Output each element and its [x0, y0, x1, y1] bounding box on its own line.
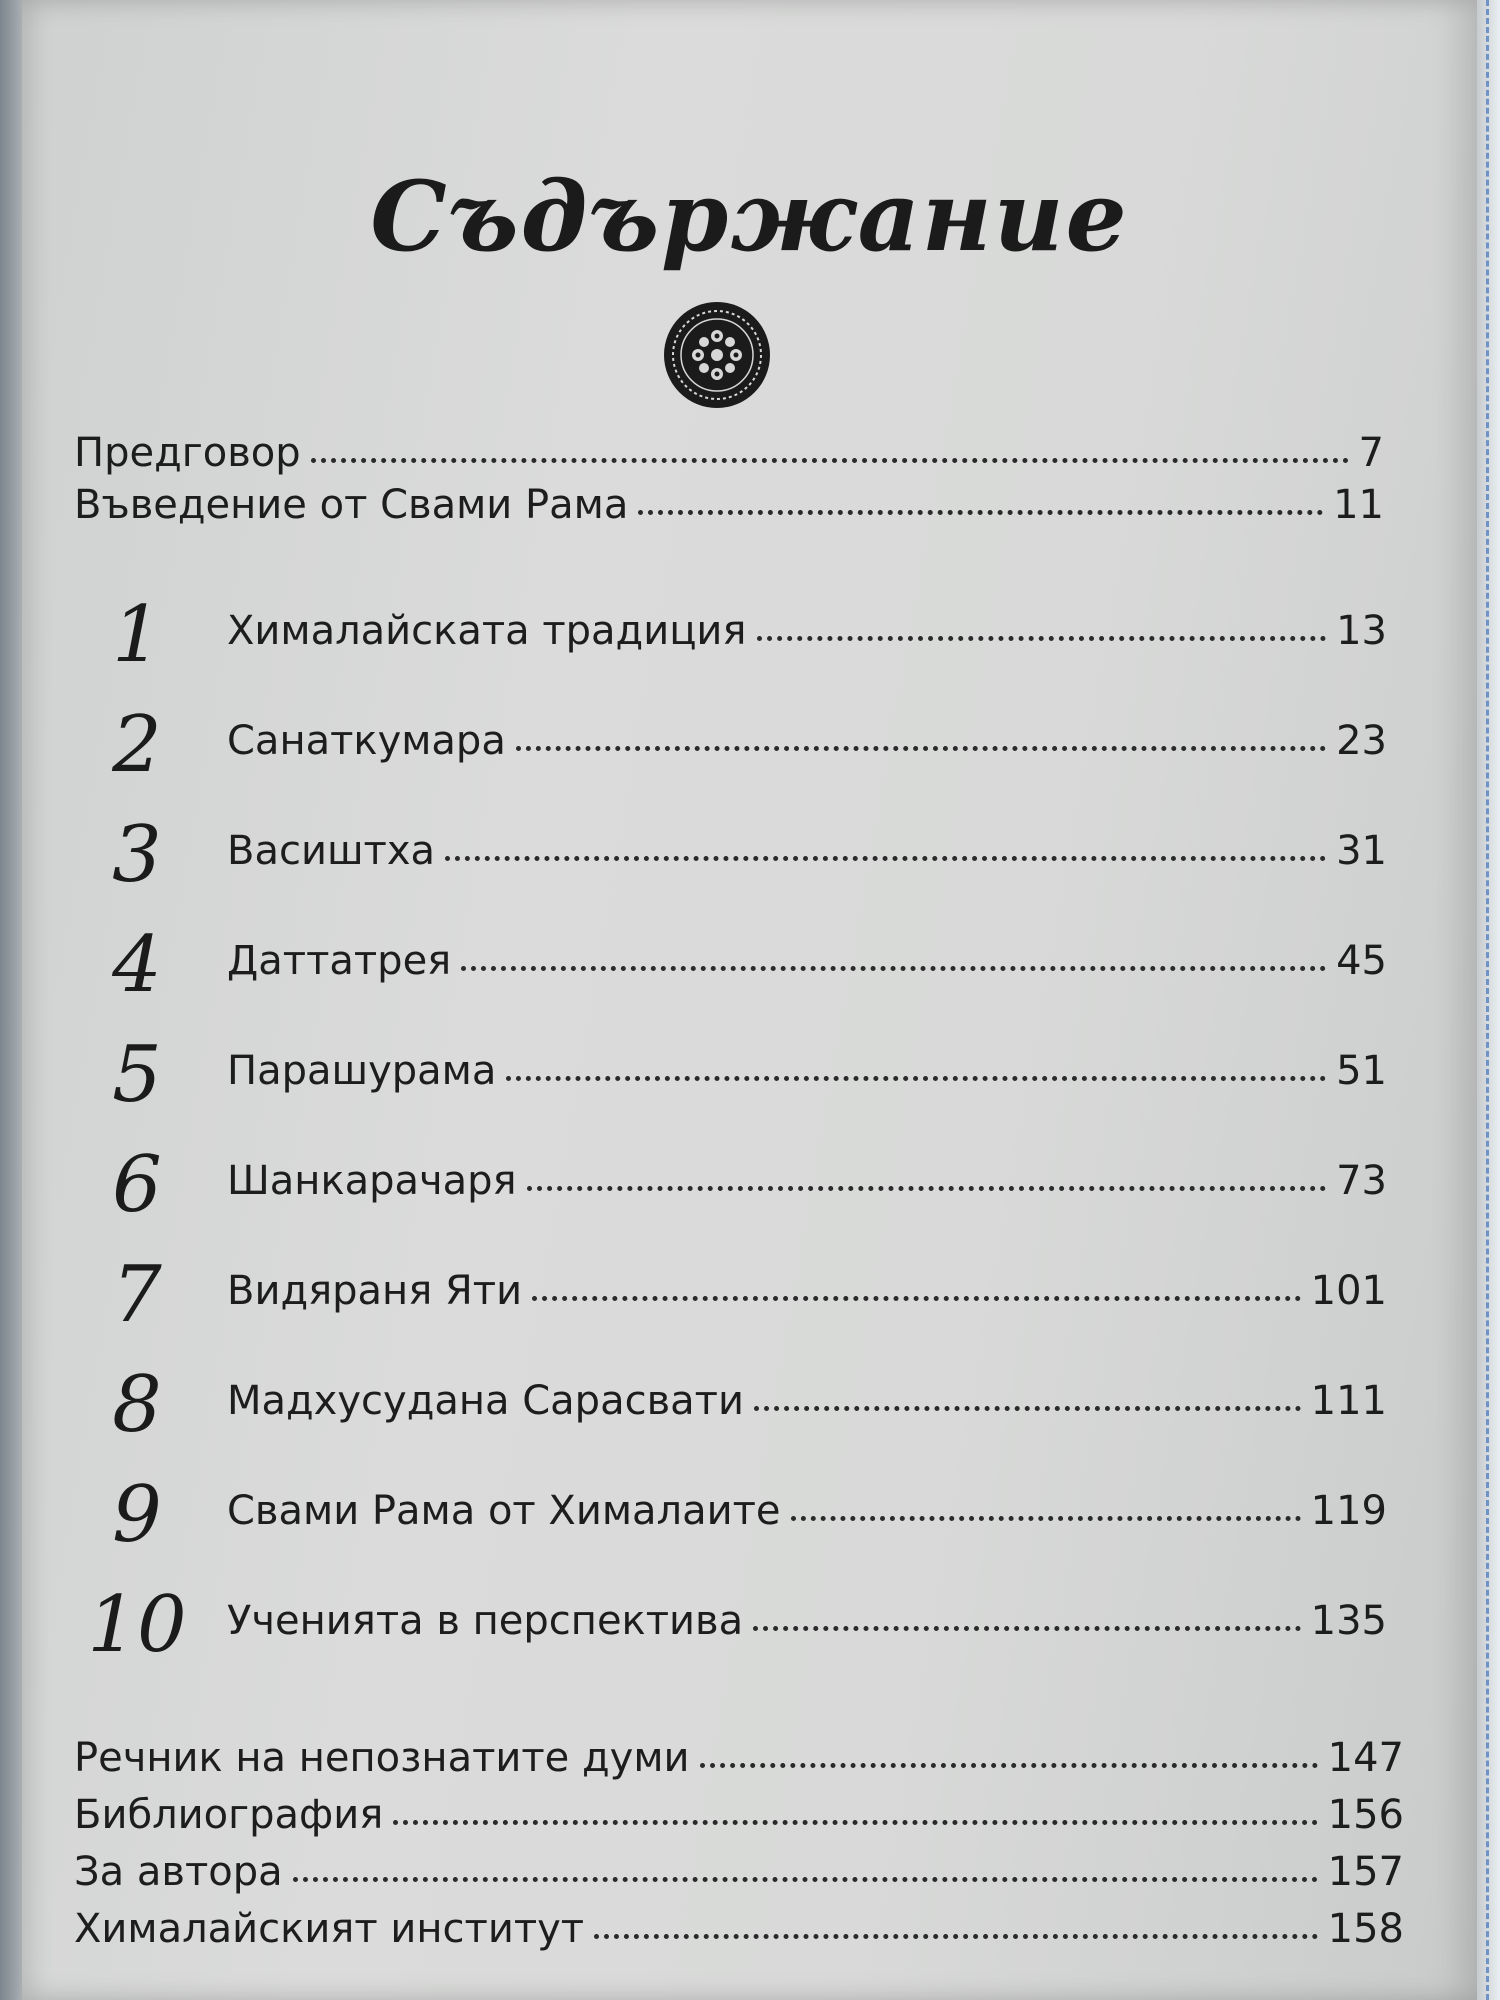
toc-entry-label: Свами Рама от Хималаите: [227, 1488, 781, 1534]
rosette-ornament-icon: [662, 300, 772, 410]
ruled-line: [1486, 0, 1492, 2000]
toc-page-number: 31: [1336, 828, 1387, 874]
toc-entry-label: Ученията в перспектива: [227, 1598, 744, 1644]
toc-entry-chapter-10[interactable]: [227, 1598, 1387, 1644]
toc-page-number: 13: [1336, 608, 1387, 654]
toc-entry-chapter-8[interactable]: [227, 1378, 1387, 1424]
chapter-number: 1: [112, 590, 162, 680]
toc-page-number: 158: [1327, 1906, 1404, 1952]
toc-entry-chapter-7[interactable]: [227, 1268, 1387, 1314]
toc-entry-chapter-2[interactable]: [227, 718, 1387, 764]
page-title: Съдържание: [370, 160, 1129, 273]
toc-entry-label: Хималайската традиция: [227, 608, 747, 654]
dot-leader: [754, 1406, 1301, 1411]
chapter-number: 6: [112, 1140, 162, 1230]
toc-entry-label: Видяраня Яти: [227, 1268, 523, 1314]
toc-entry-label: Хималайският институт: [74, 1906, 585, 1952]
dot-leader: [293, 1877, 1318, 1882]
chapter-number: 9: [112, 1470, 162, 1560]
toc-page-number: 101: [1310, 1268, 1387, 1314]
toc-entry-chapter-1[interactable]: [227, 608, 1387, 654]
dot-leader: [753, 1626, 1301, 1631]
toc-page-number: 111: [1310, 1378, 1387, 1424]
toc-entry-chapter-9[interactable]: [227, 1488, 1387, 1534]
dot-leader: [516, 746, 1326, 751]
toc-entry-chapter-4[interactable]: [227, 938, 1387, 984]
toc-page-number: 157: [1327, 1849, 1404, 1895]
chapter-number: 10: [87, 1580, 187, 1670]
dot-leader: [393, 1820, 1317, 1825]
toc-page-number: 11: [1333, 482, 1384, 528]
toc-entry-label: Даттатрея: [227, 938, 452, 984]
toc-entry-himalayan-institute[interactable]: [74, 1906, 1404, 1952]
toc-entry-bibliography[interactable]: [74, 1792, 1404, 1838]
dot-leader: [757, 636, 1327, 641]
toc-page-number: 147: [1327, 1735, 1404, 1781]
dot-leader: [594, 1934, 1318, 1939]
toc-entry-label: Мадхусудана Сарасвати: [227, 1378, 744, 1424]
toc-entry-label: Речник на непознатите думи: [74, 1735, 690, 1781]
toc-entry-label: Предговор: [74, 430, 301, 476]
chapter-number: 5: [112, 1030, 162, 1120]
toc-entry-chapter-3[interactable]: [227, 828, 1387, 874]
notebook-edge: [1477, 0, 1500, 2000]
toc-entry-label: Васиштха: [227, 828, 436, 874]
toc-entry-introduction[interactable]: [74, 482, 1384, 528]
chapter-number: 3: [112, 810, 162, 900]
dot-leader: [700, 1763, 1318, 1768]
book-spine-shadow: [0, 0, 22, 2000]
dot-leader: [527, 1186, 1326, 1191]
chapter-number: 2: [112, 700, 162, 790]
toc-entry-label: Библиография: [74, 1792, 384, 1838]
toc-entry-chapter-6[interactable]: [227, 1158, 1387, 1204]
dot-leader: [532, 1296, 1301, 1301]
dot-leader: [311, 458, 1349, 463]
toc-page-number: 51: [1336, 1048, 1387, 1094]
toc-page-number: 73: [1336, 1158, 1387, 1204]
toc-page-number: 45: [1336, 938, 1387, 984]
toc-page-number: 119: [1310, 1488, 1387, 1534]
book-page: [22, 0, 1477, 2000]
chapter-number: 8: [112, 1360, 162, 1450]
toc-entry-label: За автора: [74, 1849, 283, 1895]
toc-entry-label: Шанкарачаря: [227, 1158, 517, 1204]
toc-entry-glossary[interactable]: [74, 1735, 1404, 1781]
toc-entry-label: Парашурама: [227, 1048, 497, 1094]
toc-entry-label: Санаткумара: [227, 718, 506, 764]
toc-entry-label: Въведение от Свами Рама: [74, 482, 629, 528]
toc-page-number: 156: [1327, 1792, 1404, 1838]
toc-page-number: 23: [1336, 718, 1387, 764]
toc-entry-about-author[interactable]: [74, 1849, 1404, 1895]
chapter-number: 4: [112, 920, 162, 1010]
dot-leader: [445, 856, 1326, 861]
toc-entry-chapter-5[interactable]: [227, 1048, 1387, 1094]
toc-page-number: 135: [1310, 1598, 1387, 1644]
dot-leader: [506, 1076, 1326, 1081]
dot-leader: [461, 966, 1326, 971]
toc-entry-foreword[interactable]: [74, 430, 1384, 476]
chapter-number: 7: [112, 1250, 162, 1340]
toc-page-number: 7: [1358, 430, 1384, 476]
dot-leader: [791, 1516, 1301, 1521]
dot-leader: [638, 510, 1323, 515]
